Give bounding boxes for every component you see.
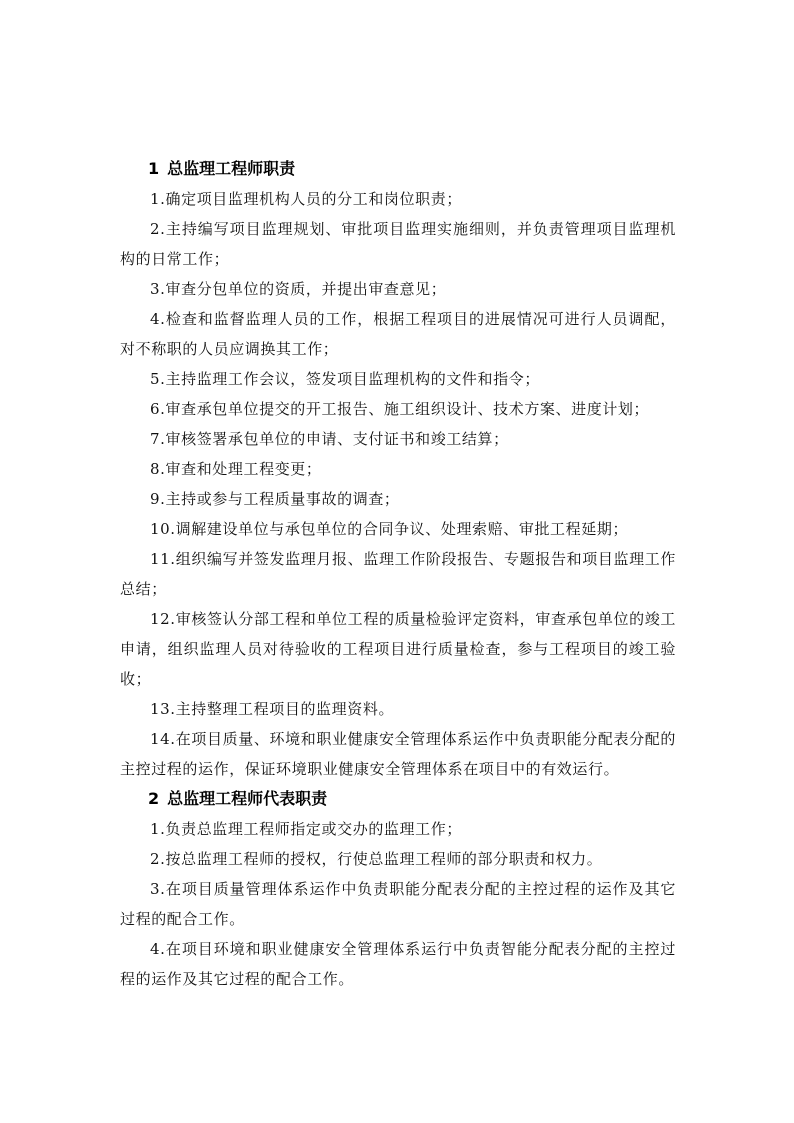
list-item: 7.审核签署承包单位的申请、支付证书和竣工结算； (150, 430, 509, 448)
list-item: 12.审核签认分部工程和单位工程的质量检验评定资料，审查承包单位的竣工申请，组织监理人员对待验收的工程项目进行质量检查，参与工程项目的竣工验收； (120, 610, 676, 688)
list-item: 6.审查承包单位提交的开工报告、施工组织设计、技术方案、进度计划； (150, 400, 650, 418)
section-heading (148, 784, 676, 814)
section-heading (148, 154, 676, 184)
document-body (120, 154, 676, 994)
list-item: 3.在项目质量管理体系运作中负责职能分配表分配的主控过程的运作及其它过程的配合工作。 (120, 880, 676, 928)
list-item: 14.在项目质量、环境和职业健康安全管理体系运作中负责职能分配表分配的主控过程的运作，保证环境职业健康安全管理体系在项目中的有效运行。 (120, 730, 676, 778)
section-1 (120, 154, 676, 784)
section-title: 总监理工程师职责 (167, 159, 296, 178)
list-item: 3.审查分包单位的资质，并提出审查意见； (150, 280, 447, 298)
list-item: 4.检查和监督监理人员的工作，根据工程项目的进展情况可进行人员调配，对不称职的人员应调换其工作； (120, 310, 676, 358)
list-item: 10.调解建设单位与承包单位的合同争议、处理索赔、审批工程延期； (150, 520, 629, 538)
list-item: 2.主持编写项目监理规划、审批项目监理实施细则，并负责管理项目监理机构的日常工作； (120, 220, 676, 268)
list-item: 5.主持监理工作会议，签发项目监理机构的文件和指令； (150, 370, 540, 388)
list-item: 8.审查和处理工程变更； (150, 460, 322, 478)
section-2 (120, 784, 676, 994)
list-item: 2.按总监理工程师的授权，行使总监理工程师的部分职责和权力。 (150, 850, 603, 868)
section-number: 1 (148, 159, 160, 178)
list-item: 9.主持或参与工程质量事故的调查； (150, 490, 400, 508)
list-item: 13.主持整理工程项目的监理资料。 (150, 700, 395, 718)
list-item: 11.组织编写并签发监理月报、监理工作阶段报告、专题报告和项目监理工作总结； (120, 550, 676, 598)
list-item: 1.确定项目监理机构人员的分工和岗位职责； (150, 190, 462, 208)
section-title: 总监理工程师代表职责 (167, 789, 328, 808)
list-item: 4.在项目环境和职业健康安全管理体系运行中负责智能分配表分配的主控过程的运作及其它过程的配合工作。 (120, 940, 676, 988)
list-item: 1.负责总监理工程师指定或交办的监理工作； (150, 820, 462, 838)
section-number: 2 (148, 789, 160, 808)
